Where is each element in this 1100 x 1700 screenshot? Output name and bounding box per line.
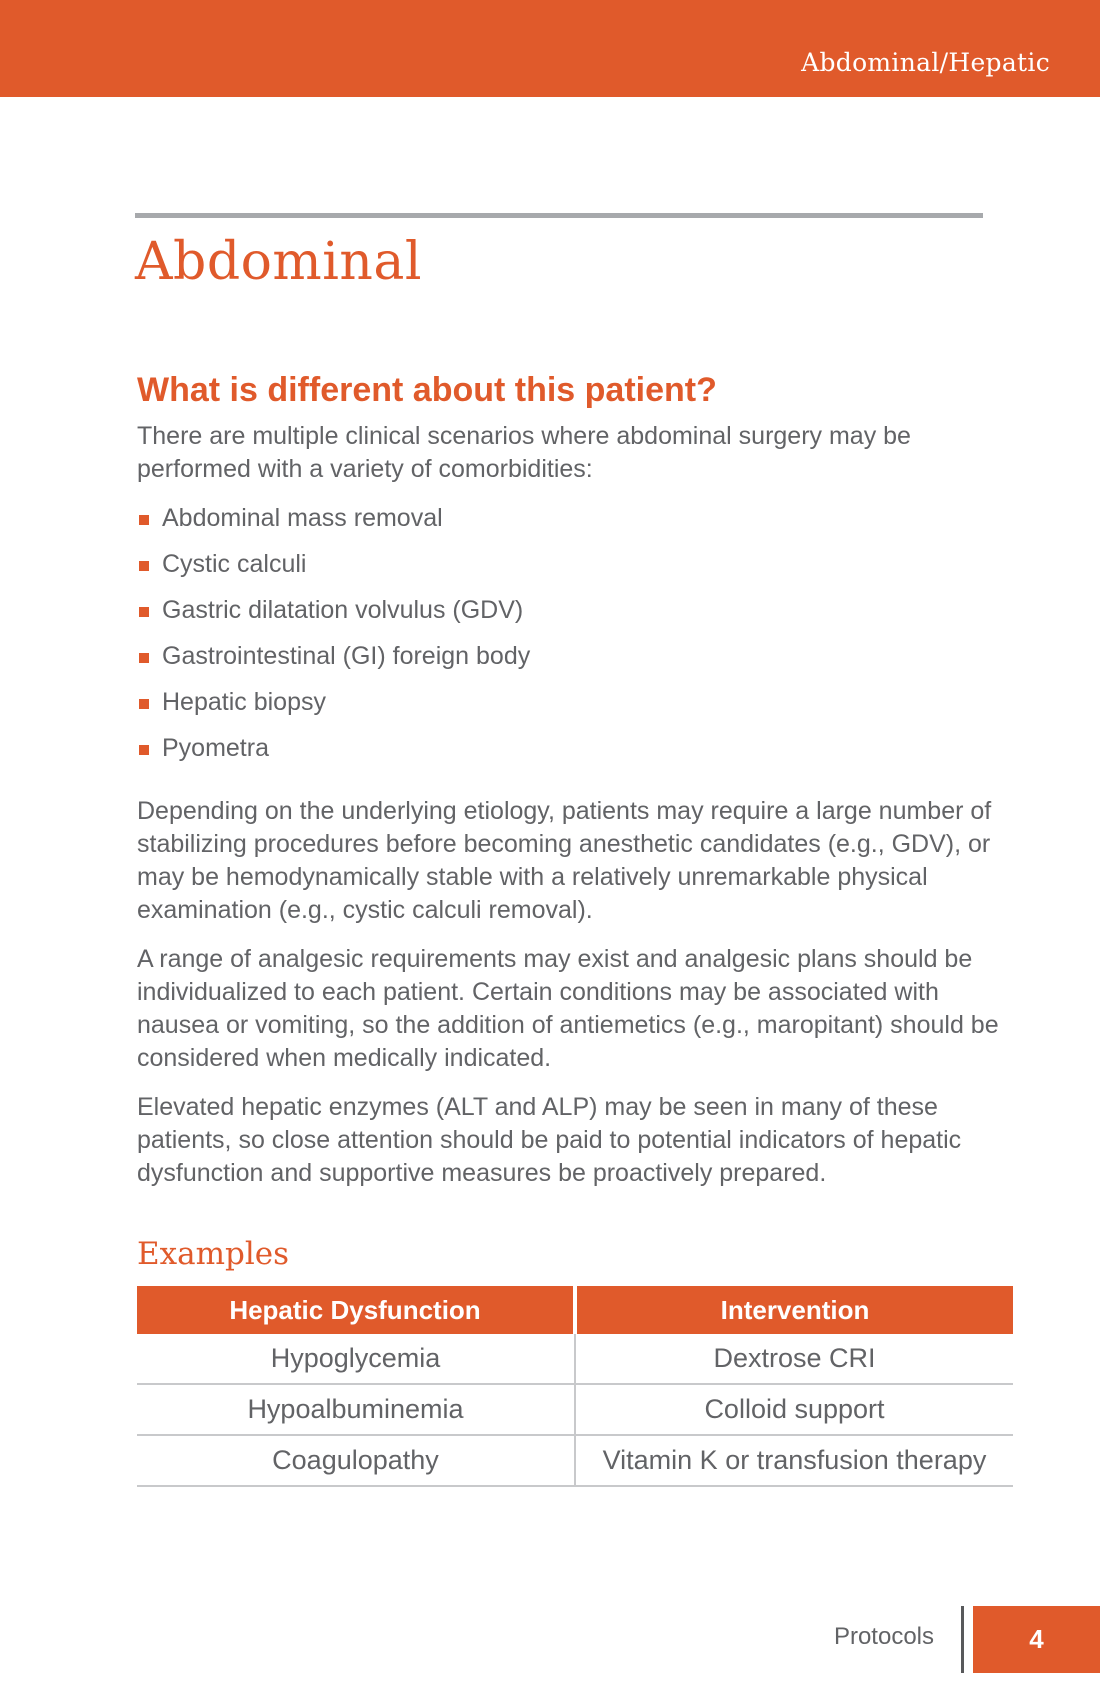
etiology-paragraph: Depending on the underlying etiology, patients may require a large number of stabilizing procedures before becoming anesthetic candidates (e.g., GDV), or may be hemodynamically stable with a relatively unremarkable physical examination (e.g., cystic calculi removal). <box>137 797 992 924</box>
main-content <box>137 368 1017 1487</box>
hepatic-enzymes-paragraph: Elevated hepatic enzymes (ALT and ALP) may be seen in many of these patients, so close attention should be paid to potential indicators of hepatic dysfunction and supportive measures be proactively prepared. <box>137 1093 962 1187</box>
bullet-square-icon <box>139 607 149 617</box>
list-item-text: Hepatic biopsy <box>162 688 326 716</box>
bullet-square-icon <box>139 699 149 709</box>
examples-heading: Examples <box>137 1236 290 1272</box>
list-item <box>137 732 1017 765</box>
table-cell: Vitamin K or transfusion therapy <box>575 1435 1013 1486</box>
table-row <box>137 1384 1013 1435</box>
table-cell: Coagulopathy <box>137 1435 575 1486</box>
column-header-intervention: Intervention <box>575 1286 1013 1334</box>
list-item <box>137 686 1017 719</box>
bullet-square-icon <box>139 745 149 755</box>
bullet-square-icon <box>139 561 149 571</box>
list-item-text: Pyometra <box>162 734 269 762</box>
footer-label: Protocols <box>833 1623 934 1650</box>
list-item <box>137 548 1017 581</box>
header-section-label: Abdominal/Hepatic <box>801 48 1050 77</box>
list-item-text: Cystic calculi <box>162 550 307 578</box>
intro-paragraph: There are multiple clinical scenarios where abdominal surgery may be performed with a variety of comorbidities: <box>137 422 911 483</box>
bullet-square-icon <box>139 653 149 663</box>
examples-table <box>137 1286 1013 1487</box>
list-item <box>137 594 1017 627</box>
header-band <box>0 0 1100 97</box>
list-item <box>137 502 1017 535</box>
list-item <box>137 640 1017 673</box>
list-item-text: Gastric dilatation volvulus (GDV) <box>162 596 524 624</box>
footer-divider <box>961 1606 964 1673</box>
list-item-text: Gastrointestinal (GI) foreign body <box>162 642 531 670</box>
table-cell: Dextrose CRI <box>575 1334 1013 1384</box>
bullet-square-icon <box>139 515 149 525</box>
title-rule <box>135 213 983 218</box>
table-cell: Hypoalbuminemia <box>137 1384 575 1435</box>
page-number-tab <box>973 1606 1100 1673</box>
table-row <box>137 1334 1013 1384</box>
page-title: Abdominal <box>135 232 422 292</box>
scenario-list <box>137 502 1017 765</box>
table-row <box>137 1435 1013 1486</box>
column-header-hepatic-dysfunction: Hepatic Dysfunction <box>137 1286 575 1334</box>
table-header-row <box>137 1286 1013 1334</box>
analgesic-paragraph: A range of analgesic requirements may exist and analgesic plans should be individualized to each patient. Certain conditions may be associated with nausea or vomiting, so the addition of antiemetics (e.g., maropitant) should be considered when medically indicated. <box>137 945 999 1072</box>
table-cell: Hypoglycemia <box>137 1334 575 1384</box>
page-number: 4 <box>1029 1624 1044 1654</box>
list-item-text: Abdominal mass removal <box>162 504 443 532</box>
section-heading: What is different about this patient? <box>137 371 717 409</box>
table-cell: Colloid support <box>575 1384 1013 1435</box>
